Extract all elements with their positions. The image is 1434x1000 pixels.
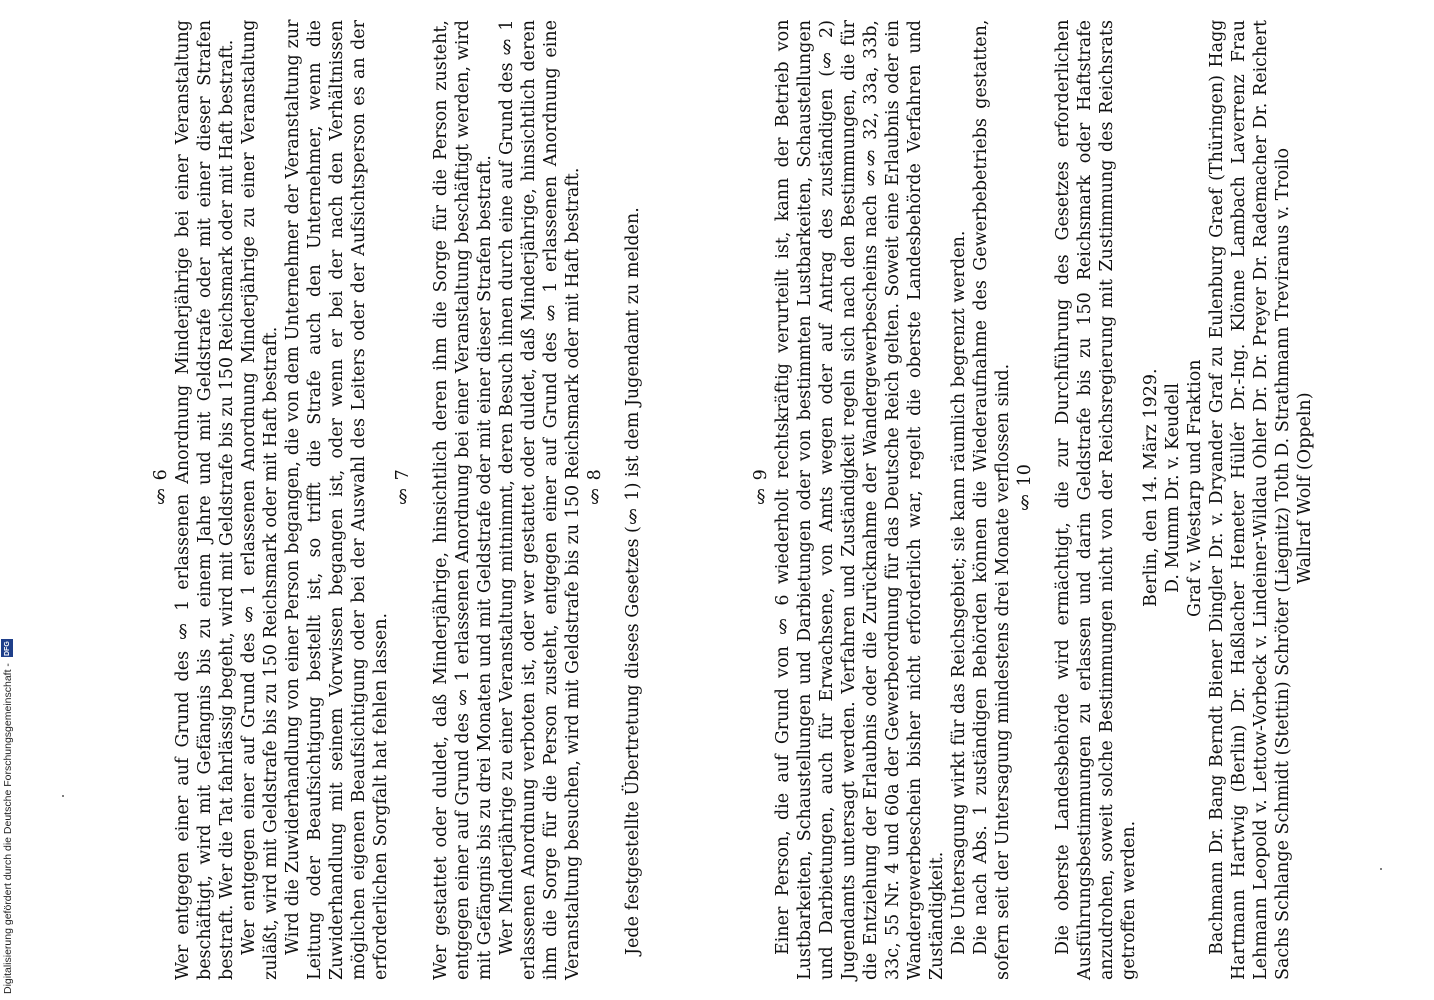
section-10-paragraph-1: Die oberste Landesbehörde wird ermächtigt, die zur Durchführung des Gesetzes erforderlichen Ausführungsbestimmungen zu erlassen und darin Geldstrafe bis zu 150 Reichsmark oder Haftstrafe anzudrohen, soweit solche Bestimmungen nicht von der Reichsregierung mit Zustimmung des Reichsrats getroffen werden. <box>1053 20 1139 980</box>
section-6-paragraph-2: Wer entgegen einer auf Grund des § 1 erlassenen Anordnung Minderjährige zu einer Veranstaltung zuläßt, wird mit Geldstrafe bis zu 150 Reichsmark oder mit Haft bestraft. <box>239 20 281 980</box>
date-line: Berlin, den 14. März 1929. <box>1141 368 1161 608</box>
section-9-paragraph-2: Die Untersagung wirkt für das Reichsgebiet; sie kann räumlich begrenzt werden. <box>949 231 969 956</box>
digitization-footer <box>1 604 15 994</box>
scan-speck <box>62 795 64 797</box>
scan-speck <box>1380 868 1382 870</box>
signature-lead: D. Mumm Dr. v. Keudell <box>1163 382 1183 593</box>
section-6-paragraph-1: Wer entgegen einer auf Grund des § 1 erlassenen Anordnung Minderjährige bei einer Veranstaltung beschäftigt, wird mit Gefängnis bis zu einem Jahre und mit Geldstrafe oder mit einer dieser Strafen bestraft. Wer die Tat fahrlässig begeht, wird mit Geldstrafe bis zu 150 Reichsmark oder mit Haft bestraft. <box>173 20 237 980</box>
signature-last-line: Wallraf Wolf (Oppeln) <box>1295 391 1315 584</box>
section-9-paragraph-3: Die nach Abs. 1 zuständigen Behörden können die Wiederaufnahme des Gewerbebetriebs gestatten, sofern seit der Untersagung mindestens drei Monate verflossen sind. <box>971 20 1013 980</box>
digitization-note: Digitalisierung gefördert durch die Deutsche Forschungsgemeinschaft - <box>2 663 14 994</box>
section-8-heading: § 8 <box>585 469 605 507</box>
signature-faction: Graf v. Westarp und Fraktion <box>1185 358 1205 617</box>
text-column-sections-9-10 <box>750 20 1350 980</box>
section-7-heading: § 7 <box>393 469 413 507</box>
section-7-paragraph-2: Wer Minderjährige zu einer Veranstaltung mitnimmt, deren Besuch ihnen durch eine auf Grund des § 1 erlassenen Anordnung verboten ist, oder wer gestattet oder duldet, daß Minderjährige, hinsichtlich deren ihm die Sorge für die Person zusteht, entgegen einer auf Grund des § 1 erlassenen Anordnung eine Veranstaltung besuchen, wird mit Geldstrafe bis zu 150 Reichsmark oder mit Haft bestraft. <box>497 20 583 980</box>
section-7-paragraph-1: Wer gestattet oder duldet, daß Minderjährige, hinsichtlich deren ihm die Sorge für die Person zusteht, entgegen einer auf Grund des § 1 erlassenen Anordnung bei einer Veranstaltung beschäftigt werden, wird mit Gefängnis bis zu drei Monaten und mit Geldstrafe oder mit einer dieser Strafen bestraft. <box>431 20 495 980</box>
signature-names: Bachmann Dr. Bang Berndt Biener Dingler Dr. v. Dryander Graf zu Eulenburg Graef (Thüringen) Hagg Hartmann Hartwig (Berlin) Dr. Haßlacher Hemeter Hüllér Dr.-Ing. Klönne Lambach Laverrenz Frau Lehmann Leopold v. Lettow-Vorbeck v. Lindeiner-Wildau Ohler Dr. Dr. Preyer Dr. Rademacher Dr. Reichert Sachs Schlange Schmidt (Stettin) Schröter (Liegnitz) Toth D. Strathmann Treviranus v. Troilo <box>1207 20 1293 980</box>
scanned-page <box>150 20 1350 980</box>
section-8-paragraph-1: Jede festgestellte Übertretung dieses Gesetzes (§ 1) ist dem Jugendamt zu melden. <box>623 207 643 956</box>
section-9-paragraph-1: Einer Person, die auf Grund von § 6 wiederholt rechtskräftig verurteilt ist, kann der Betrieb von Lustbarkeiten, Schaustellungen und Darbietungen oder von bestimmten Lustbarkeiten, Schaustellungen und Darbietungen, auch für Erwachsene, von Amts wegen oder auf Antrag des zuständigen (§ 2) Jugendamts untersagt werden. Verfahren und Zuständigkeit regeln sich nach den Bestimmungen, die für die Entziehung der Erlaubnis oder die Zurücknahme der Wandergewerbescheins nach §§ 32, 33a, 33b, 33c, 55 Nr. 4 und 60a der Gewerbeordnung für das Deutsche Reich gelten. Soweit eine Erlaubnis oder ein Wandergewerbeschein bisher nicht erforderlich war, regelt die oberste Landesbehörde Verfahren und Zuständigkeit. <box>773 20 947 980</box>
section-6-heading: § 6 <box>151 469 171 507</box>
section-6-paragraph-3: Wird die Zuwiderhandlung von einer Person begangen, die von dem Unternehmer der Veranstaltung zur Leitung oder Beaufsichtigung bestellt ist, so trifft die Strafe auch den Unternehmer, wenn die Zuwiderhandlung mit seinem Vorwissen begangen ist, oder wenn er bei der nach den Verhältnissen möglichen eigenen Beaufsichtigung oder bei der Auswahl des Leiters oder der Aufsichtsperson es an der erforderlichen Sorgfalt hat fehlen lassen. <box>283 20 391 980</box>
text-column-sections-6-8 <box>150 20 750 980</box>
dfg-logo-icon: DFG <box>1 639 13 657</box>
section-9-heading: § 9 <box>751 469 771 507</box>
section-10-heading: § 10 <box>1015 463 1035 512</box>
